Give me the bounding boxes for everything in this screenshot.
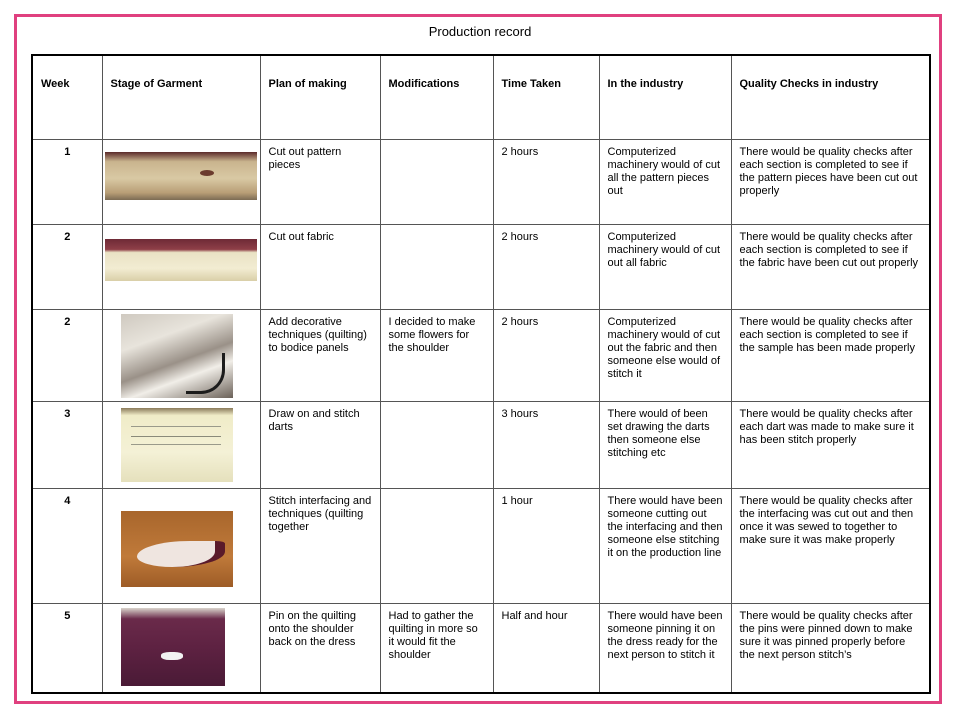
modifications-cell [380,401,493,488]
modifications-cell: I decided to make some flowers for the shoulder [380,309,493,401]
industry-cell: There would of been set drawing the darts then someone else stitching etc [599,401,731,488]
quality-cell: There would be quality checks after the interfacing was cut out and then once it was sewed to together to make sure it was make properly [731,488,930,603]
header-week: Week [32,55,102,139]
plan-cell: Add decorative techniques (quilting) to bodice panels [260,309,380,401]
industry-cell: There would have been someone pinning it on the dress ready for the next person to stitch it [599,603,731,693]
time-cell: 1 hour [493,488,599,603]
table-row [32,139,930,224]
quilting-photo [121,314,233,398]
time-cell: 2 hours [493,224,599,309]
plan-cell: Cut out fabric [260,224,380,309]
week-cell: 3 [32,401,102,488]
week-cell: 5 [32,603,102,693]
modifications-cell: Had to gather the quilting in more so it would fit the shoulder [380,603,493,693]
header-plan: Plan of making [260,55,380,139]
quality-cell: There would be quality checks after each section is completed to see if the pattern pieces have been cut out properly [731,139,930,224]
industry-cell: Computerized machinery would of cut all the pattern pieces out [599,139,731,224]
quality-cell: There would be quality checks after each section is completed to see if the fabric have been cut out properly [731,224,930,309]
fabric-photo [105,239,257,281]
pattern-pieces-photo [105,152,257,200]
table-row [32,309,930,401]
header-industry: In the industry [599,55,731,139]
quality-cell: There would be quality checks after each section is completed to see if the sample has been made properly [731,309,930,401]
stage-image-cell [102,139,260,224]
table-row [32,603,930,693]
plan-cell: Pin on the quilting onto the shoulder back on the dress [260,603,380,693]
stage-image-cell [102,224,260,309]
stage-image-cell [102,309,260,401]
quality-cell: There would be quality checks after each dart was made to make sure it has been stitch properly [731,401,930,488]
darts-photo [121,408,233,482]
dress-photo [121,608,225,686]
industry-cell: Computerized machinery would of cut out all fabric [599,224,731,309]
header-row [32,55,930,139]
header-modifications: Modifications [380,55,493,139]
table-row [32,401,930,488]
week-cell: 2 [32,309,102,401]
modifications-cell [380,139,493,224]
plan-cell: Cut out pattern pieces [260,139,380,224]
stage-image-cell [102,488,260,603]
industry-cell: There would have been someone cutting out the interfacing and then someone else stitching it on the production line [599,488,731,603]
time-cell: 3 hours [493,401,599,488]
stage-image-cell [102,401,260,488]
modifications-cell [380,224,493,309]
table-row [32,224,930,309]
production-record-table [31,54,931,694]
header-quality: Quality Checks in industry [731,55,930,139]
week-cell: 4 [32,488,102,603]
time-cell: 2 hours [493,139,599,224]
stage-image-cell [102,603,260,693]
time-cell: Half and hour [493,603,599,693]
week-cell: 1 [32,139,102,224]
plan-cell: Draw on and stitch darts [260,401,380,488]
industry-cell: Computerized machinery would of cut out the fabric and then someone else would of stitch it [599,309,731,401]
time-cell: 2 hours [493,309,599,401]
table-row [32,488,930,603]
page-title: Production record [428,24,532,39]
modifications-cell [380,488,493,603]
header-stage: Stage of Garment [102,55,260,139]
header-time: Time Taken [493,55,599,139]
plan-cell: Stitch interfacing and techniques (quilting together [260,488,380,603]
week-cell: 2 [32,224,102,309]
quality-cell: There would be quality checks after the pins were pinned down to make sure it was pinned properly before the next person stitch’s [731,603,930,693]
interfacing-photo [121,511,233,587]
